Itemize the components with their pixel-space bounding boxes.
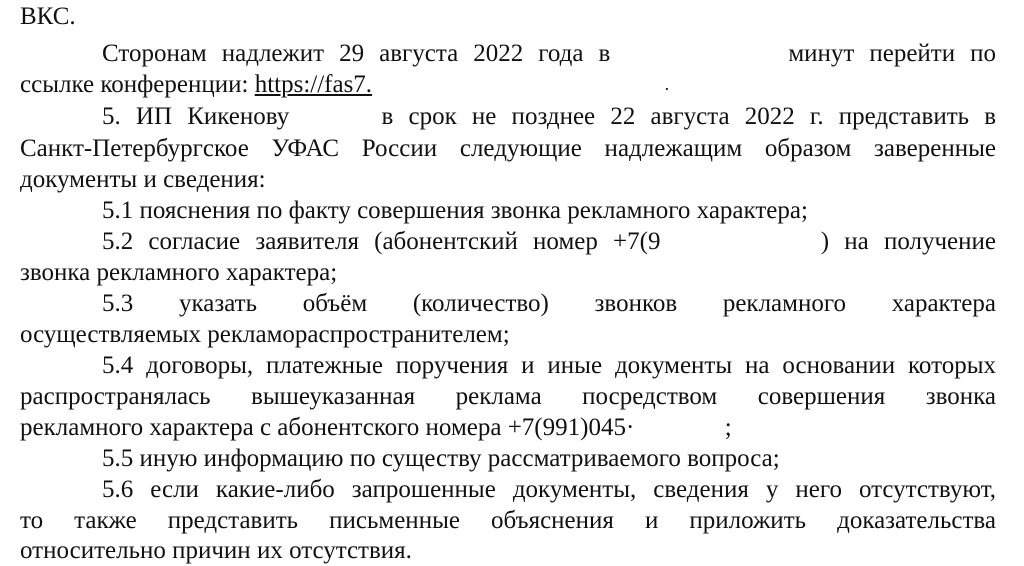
trailing-dot: .	[664, 74, 670, 94]
conference-date-text: Сторонам надлежит 29 августа 2022 года в	[102, 40, 611, 67]
text-line-item-5-6: 5.6 если какие-либо запрошенные документы, сведения у него отсутствуют,	[102, 476, 996, 503]
conference-link-label: ссылке конференции:	[20, 71, 249, 98]
text-line-item-5-2	[102, 226, 996, 257]
text-line: осуществляемых рекламораспространителем;	[20, 321, 510, 348]
item-5-name: 5. ИП Кикенову	[102, 103, 290, 130]
text-line: документы и сведения:	[20, 166, 266, 193]
text-line-conference-link	[20, 69, 996, 100]
text-line-item-5	[102, 101, 996, 132]
text-line: относительно причин их отсутствия.	[20, 537, 412, 564]
text-line: Санкт-Петербургское УФАС России следующие надлежащим образом заверенные	[20, 135, 996, 162]
item-5-2-phone-prefix: 5.2 согласие заявителя (абонентский номер +7(9	[102, 228, 661, 255]
conference-minutes-text: минут перейти по	[788, 40, 996, 67]
text-line-conference-date	[102, 38, 996, 69]
phone-number-end: ;	[724, 414, 732, 441]
text-line-vks: ВКС.	[20, 3, 76, 30]
text-line-item-5-1: 5.1 пояснения по факту совершения звонка рекламного характера;	[102, 197, 808, 224]
text-line: звонка рекламного характера;	[20, 259, 338, 286]
text-line-phone-number	[20, 412, 996, 443]
text-line-item-5-4: 5.4 договоры, платежные поручения и иные документы на основании которых	[102, 352, 996, 379]
conference-link[interactable]: https://fas7.	[254, 71, 373, 98]
text-line: распространялась вышеуказанная реклама посредством совершения звонка	[20, 383, 996, 410]
phone-number-text: рекламного характера с абонентского номера +7(991)045·	[20, 414, 635, 441]
item-5-2-suffix: ) на получение	[820, 228, 996, 255]
item-5-deadline: в срок не позднее 22 августа 2022 г. представить в	[381, 103, 996, 130]
text-line-item-5-5: 5.5 иную информацию по существу рассматриваемого вопроса;	[102, 445, 780, 472]
text-line: то также представить письменные объяснения и приложить доказательства	[20, 507, 996, 534]
text-line-item-5-3: 5.3 указать объём (количество) звонков рекламного характера	[102, 290, 996, 317]
